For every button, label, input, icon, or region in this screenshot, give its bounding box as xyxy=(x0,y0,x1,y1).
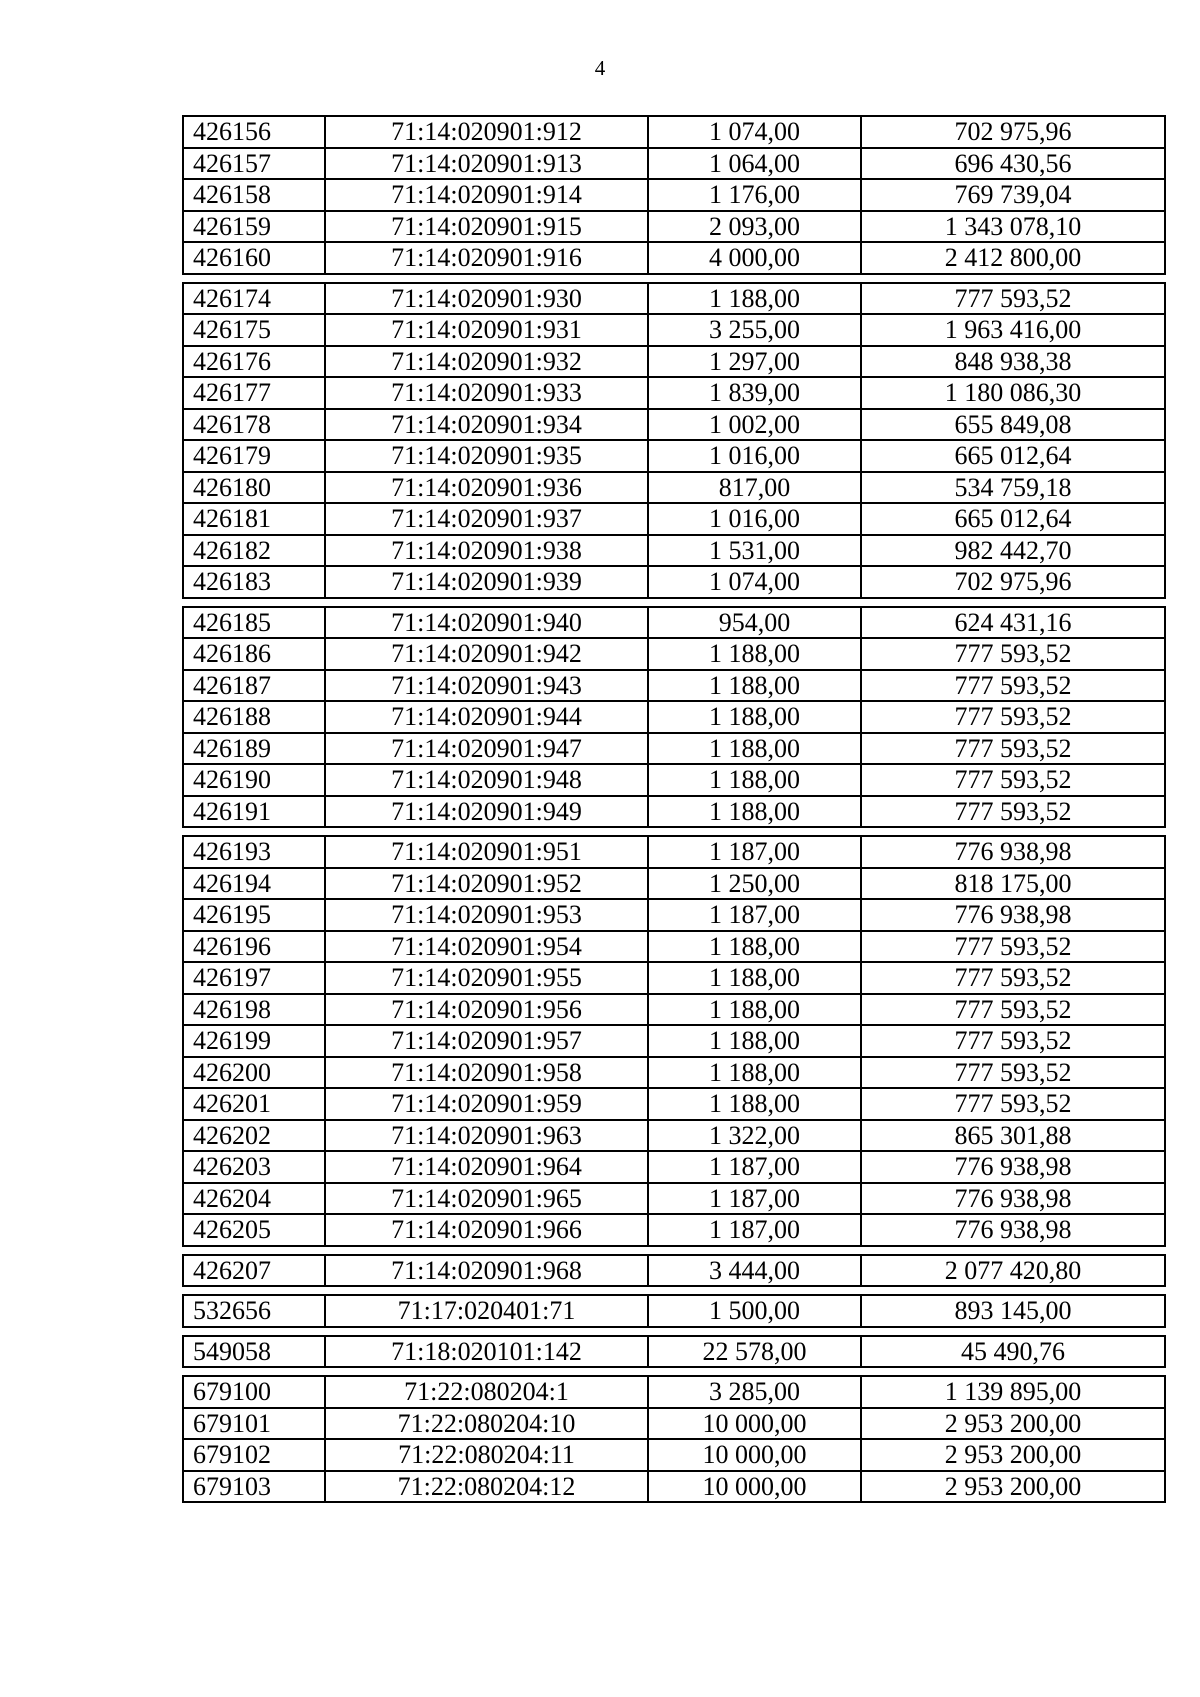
table-row xyxy=(183,566,1165,598)
table-block xyxy=(182,115,1166,275)
area-cell: 1 188,00 xyxy=(648,283,861,315)
area-cell: 3 285,00 xyxy=(648,1376,861,1408)
table-row xyxy=(183,283,1165,315)
record-number-cell: 426185 xyxy=(183,607,325,639)
cadastral-number-cell: 71:14:020901:942 xyxy=(325,638,648,670)
cadastral-value-cell: 702 975,96 xyxy=(861,116,1165,148)
cadastral-value-cell: 777 593,52 xyxy=(861,931,1165,963)
record-number-cell: 426189 xyxy=(183,733,325,765)
cadastral-number-cell: 71:14:020901:948 xyxy=(325,764,648,796)
area-cell: 1 016,00 xyxy=(648,440,861,472)
table-row xyxy=(183,638,1165,670)
record-number-cell: 426183 xyxy=(183,566,325,598)
area-cell: 1 188,00 xyxy=(648,764,861,796)
area-cell: 1 176,00 xyxy=(648,179,861,211)
table-row xyxy=(183,1255,1165,1287)
cadastral-value-cell: 776 938,98 xyxy=(861,899,1165,931)
cadastral-number-cell: 71:14:020901:935 xyxy=(325,440,648,472)
cadastral-number-cell: 71:14:020901:915 xyxy=(325,211,648,243)
table-row xyxy=(183,472,1165,504)
cadastral-value-cell: 45 490,76 xyxy=(861,1336,1165,1368)
cadastral-value-cell: 777 593,52 xyxy=(861,1057,1165,1089)
cadastral-number-cell: 71:18:020101:142 xyxy=(325,1336,648,1368)
cadastral-number-cell: 71:14:020901:957 xyxy=(325,1025,648,1057)
record-number-cell: 426159 xyxy=(183,211,325,243)
table-row xyxy=(183,1120,1165,1152)
table-row xyxy=(183,931,1165,963)
area-cell: 1 322,00 xyxy=(648,1120,861,1152)
table-row xyxy=(183,1025,1165,1057)
record-number-cell: 426200 xyxy=(183,1057,325,1089)
table-block xyxy=(182,606,1166,829)
cadastral-number-cell: 71:14:020901:940 xyxy=(325,607,648,639)
record-number-cell: 426180 xyxy=(183,472,325,504)
area-cell: 1 839,00 xyxy=(648,377,861,409)
area-cell: 22 578,00 xyxy=(648,1336,861,1368)
table-row xyxy=(183,1151,1165,1183)
cadastral-value-cell: 777 593,52 xyxy=(861,638,1165,670)
record-number-cell: 549058 xyxy=(183,1336,325,1368)
table-row xyxy=(183,1088,1165,1120)
table-row xyxy=(183,409,1165,441)
cadastral-value-cell: 1 963 416,00 xyxy=(861,314,1165,346)
cadastral-value-cell: 865 301,88 xyxy=(861,1120,1165,1152)
cadastral-number-cell: 71:14:020901:914 xyxy=(325,179,648,211)
table-row xyxy=(183,607,1165,639)
table-block xyxy=(182,1254,1166,1288)
cadastral-value-cell: 848 938,38 xyxy=(861,346,1165,378)
area-cell: 10 000,00 xyxy=(648,1471,861,1503)
area-cell: 817,00 xyxy=(648,472,861,504)
record-number-cell: 426181 xyxy=(183,503,325,535)
cadastral-number-cell: 71:14:020901:965 xyxy=(325,1183,648,1215)
cadastral-value-cell: 2 077 420,80 xyxy=(861,1255,1165,1287)
table-row xyxy=(183,1214,1165,1246)
cadastral-value-cell: 702 975,96 xyxy=(861,566,1165,598)
table-row xyxy=(183,242,1165,274)
area-cell: 1 531,00 xyxy=(648,535,861,567)
cadastral-number-cell: 71:14:020901:913 xyxy=(325,148,648,180)
cadastral-number-cell: 71:22:080204:12 xyxy=(325,1471,648,1503)
cadastral-number-cell: 71:14:020901:955 xyxy=(325,962,648,994)
cadastral-value-cell: 1 343 078,10 xyxy=(861,211,1165,243)
cadastral-value-cell: 777 593,52 xyxy=(861,1088,1165,1120)
table-block xyxy=(182,282,1166,599)
cadastral-number-cell: 71:14:020901:952 xyxy=(325,868,648,900)
cadastral-number-cell: 71:14:020901:936 xyxy=(325,472,648,504)
area-cell: 1 188,00 xyxy=(648,701,861,733)
cadastral-value-cell: 777 593,52 xyxy=(861,1025,1165,1057)
cadastral-number-cell: 71:14:020901:939 xyxy=(325,566,648,598)
cadastral-number-cell: 71:14:020901:912 xyxy=(325,116,648,148)
cadastral-number-cell: 71:14:020901:943 xyxy=(325,670,648,702)
area-cell: 1 188,00 xyxy=(648,733,861,765)
table-block xyxy=(182,1375,1166,1503)
table-row xyxy=(183,1057,1165,1089)
record-number-cell: 426197 xyxy=(183,962,325,994)
table-row xyxy=(183,796,1165,828)
table-row xyxy=(183,1471,1165,1503)
record-number-cell: 679103 xyxy=(183,1471,325,1503)
table-row xyxy=(183,314,1165,346)
cadastral-value-cell: 777 593,52 xyxy=(861,994,1165,1026)
record-number-cell: 426203 xyxy=(183,1151,325,1183)
record-number-cell: 426202 xyxy=(183,1120,325,1152)
record-number-cell: 426157 xyxy=(183,148,325,180)
area-cell: 1 188,00 xyxy=(648,796,861,828)
cadastral-number-cell: 71:22:080204:1 xyxy=(325,1376,648,1408)
area-cell: 1 188,00 xyxy=(648,1057,861,1089)
area-cell: 1 188,00 xyxy=(648,670,861,702)
cadastral-number-cell: 71:14:020901:964 xyxy=(325,1151,648,1183)
cadastral-value-cell: 534 759,18 xyxy=(861,472,1165,504)
area-cell: 954,00 xyxy=(648,607,861,639)
record-number-cell: 426198 xyxy=(183,994,325,1026)
table-row xyxy=(183,211,1165,243)
cadastral-number-cell: 71:22:080204:11 xyxy=(325,1439,648,1471)
cadastral-value-cell: 655 849,08 xyxy=(861,409,1165,441)
cadastral-number-cell: 71:14:020901:916 xyxy=(325,242,648,274)
cadastral-value-cell: 2 953 200,00 xyxy=(861,1471,1165,1503)
cadastral-number-cell: 71:14:020901:931 xyxy=(325,314,648,346)
cadastral-value-cell: 777 593,52 xyxy=(861,764,1165,796)
table-row xyxy=(183,764,1165,796)
area-cell: 2 093,00 xyxy=(648,211,861,243)
land-plots-tables xyxy=(182,115,1166,1510)
cadastral-number-cell: 71:14:020901:930 xyxy=(325,283,648,315)
cadastral-value-cell: 769 739,04 xyxy=(861,179,1165,211)
record-number-cell: 426182 xyxy=(183,535,325,567)
area-cell: 3 444,00 xyxy=(648,1255,861,1287)
record-number-cell: 426188 xyxy=(183,701,325,733)
cadastral-value-cell: 776 938,98 xyxy=(861,1183,1165,1215)
table-block xyxy=(182,835,1166,1247)
table-row xyxy=(183,899,1165,931)
area-cell: 1 250,00 xyxy=(648,868,861,900)
table-row xyxy=(183,701,1165,733)
table-row xyxy=(183,1295,1165,1327)
table-row xyxy=(183,962,1165,994)
record-number-cell: 426160 xyxy=(183,242,325,274)
table-row xyxy=(183,440,1165,472)
cadastral-number-cell: 71:14:020901:966 xyxy=(325,1214,648,1246)
table-row xyxy=(183,670,1165,702)
area-cell: 1 187,00 xyxy=(648,836,861,868)
record-number-cell: 426204 xyxy=(183,1183,325,1215)
record-number-cell: 426190 xyxy=(183,764,325,796)
cadastral-number-cell: 71:14:020901:944 xyxy=(325,701,648,733)
area-cell: 1 297,00 xyxy=(648,346,861,378)
cadastral-value-cell: 777 593,52 xyxy=(861,796,1165,828)
area-cell: 1 188,00 xyxy=(648,962,861,994)
record-number-cell: 426207 xyxy=(183,1255,325,1287)
area-cell: 1 187,00 xyxy=(648,1183,861,1215)
table-row xyxy=(183,994,1165,1026)
cadastral-value-cell: 893 145,00 xyxy=(861,1295,1165,1327)
table-row xyxy=(183,836,1165,868)
cadastral-number-cell: 71:14:020901:958 xyxy=(325,1057,648,1089)
cadastral-value-cell: 818 175,00 xyxy=(861,868,1165,900)
table-row xyxy=(183,1376,1165,1408)
cadastral-number-cell: 71:22:080204:10 xyxy=(325,1408,648,1440)
record-number-cell: 426177 xyxy=(183,377,325,409)
cadastral-value-cell: 777 593,52 xyxy=(861,670,1165,702)
area-cell: 1 002,00 xyxy=(648,409,861,441)
area-cell: 10 000,00 xyxy=(648,1408,861,1440)
cadastral-number-cell: 71:14:020901:968 xyxy=(325,1255,648,1287)
record-number-cell: 426179 xyxy=(183,440,325,472)
table-row xyxy=(183,1439,1165,1471)
record-number-cell: 679101 xyxy=(183,1408,325,1440)
cadastral-value-cell: 777 593,52 xyxy=(861,701,1165,733)
record-number-cell: 679100 xyxy=(183,1376,325,1408)
area-cell: 10 000,00 xyxy=(648,1439,861,1471)
record-number-cell: 679102 xyxy=(183,1439,325,1471)
area-cell: 1 188,00 xyxy=(648,1088,861,1120)
cadastral-number-cell: 71:14:020901:956 xyxy=(325,994,648,1026)
cadastral-value-cell: 777 593,52 xyxy=(861,733,1165,765)
table-row xyxy=(183,179,1165,211)
cadastral-value-cell: 776 938,98 xyxy=(861,1214,1165,1246)
cadastral-value-cell: 776 938,98 xyxy=(861,1151,1165,1183)
cadastral-value-cell: 665 012,64 xyxy=(861,503,1165,535)
cadastral-value-cell: 696 430,56 xyxy=(861,148,1165,180)
area-cell: 4 000,00 xyxy=(648,242,861,274)
cadastral-number-cell: 71:14:020901:953 xyxy=(325,899,648,931)
table-block xyxy=(182,1294,1166,1328)
cadastral-number-cell: 71:17:020401:71 xyxy=(325,1295,648,1327)
cadastral-number-cell: 71:14:020901:934 xyxy=(325,409,648,441)
table-block xyxy=(182,1335,1166,1369)
cadastral-value-cell: 982 442,70 xyxy=(861,535,1165,567)
record-number-cell: 426186 xyxy=(183,638,325,670)
record-number-cell: 426205 xyxy=(183,1214,325,1246)
page-number: 4 xyxy=(594,56,606,80)
table-row xyxy=(183,116,1165,148)
table-row xyxy=(183,377,1165,409)
cadastral-value-cell: 665 012,64 xyxy=(861,440,1165,472)
cadastral-value-cell: 777 593,52 xyxy=(861,283,1165,315)
cadastral-number-cell: 71:14:020901:933 xyxy=(325,377,648,409)
record-number-cell: 532656 xyxy=(183,1295,325,1327)
cadastral-number-cell: 71:14:020901:937 xyxy=(325,503,648,535)
cadastral-number-cell: 71:14:020901:932 xyxy=(325,346,648,378)
record-number-cell: 426178 xyxy=(183,409,325,441)
area-cell: 1 188,00 xyxy=(648,994,861,1026)
table-row xyxy=(183,503,1165,535)
area-cell: 1 188,00 xyxy=(648,638,861,670)
cadastral-number-cell: 71:14:020901:963 xyxy=(325,1120,648,1152)
cadastral-value-cell: 2 953 200,00 xyxy=(861,1408,1165,1440)
cadastral-value-cell: 2 412 800,00 xyxy=(861,242,1165,274)
cadastral-number-cell: 71:14:020901:951 xyxy=(325,836,648,868)
area-cell: 1 074,00 xyxy=(648,566,861,598)
cadastral-number-cell: 71:14:020901:954 xyxy=(325,931,648,963)
record-number-cell: 426156 xyxy=(183,116,325,148)
table-row xyxy=(183,148,1165,180)
table-row xyxy=(183,1183,1165,1215)
table-row xyxy=(183,535,1165,567)
area-cell: 3 255,00 xyxy=(648,314,861,346)
area-cell: 1 187,00 xyxy=(648,1151,861,1183)
area-cell: 1 188,00 xyxy=(648,931,861,963)
cadastral-value-cell: 1 180 086,30 xyxy=(861,377,1165,409)
cadastral-value-cell: 1 139 895,00 xyxy=(861,1376,1165,1408)
cadastral-number-cell: 71:14:020901:959 xyxy=(325,1088,648,1120)
area-cell: 1 074,00 xyxy=(648,116,861,148)
record-number-cell: 426174 xyxy=(183,283,325,315)
record-number-cell: 426199 xyxy=(183,1025,325,1057)
cadastral-value-cell: 777 593,52 xyxy=(861,962,1165,994)
cadastral-value-cell: 624 431,16 xyxy=(861,607,1165,639)
area-cell: 1 187,00 xyxy=(648,899,861,931)
area-cell: 1 188,00 xyxy=(648,1025,861,1057)
table-row xyxy=(183,1408,1165,1440)
record-number-cell: 426191 xyxy=(183,796,325,828)
record-number-cell: 426187 xyxy=(183,670,325,702)
record-number-cell: 426176 xyxy=(183,346,325,378)
table-row xyxy=(183,733,1165,765)
cadastral-value-cell: 776 938,98 xyxy=(861,836,1165,868)
area-cell: 1 016,00 xyxy=(648,503,861,535)
area-cell: 1 500,00 xyxy=(648,1295,861,1327)
cadastral-number-cell: 71:14:020901:947 xyxy=(325,733,648,765)
table-row xyxy=(183,1336,1165,1368)
area-cell: 1 064,00 xyxy=(648,148,861,180)
area-cell: 1 187,00 xyxy=(648,1214,861,1246)
record-number-cell: 426196 xyxy=(183,931,325,963)
table-row xyxy=(183,346,1165,378)
record-number-cell: 426201 xyxy=(183,1088,325,1120)
cadastral-value-cell: 2 953 200,00 xyxy=(861,1439,1165,1471)
cadastral-number-cell: 71:14:020901:938 xyxy=(325,535,648,567)
record-number-cell: 426194 xyxy=(183,868,325,900)
record-number-cell: 426175 xyxy=(183,314,325,346)
cadastral-number-cell: 71:14:020901:949 xyxy=(325,796,648,828)
record-number-cell: 426195 xyxy=(183,899,325,931)
record-number-cell: 426193 xyxy=(183,836,325,868)
table-row xyxy=(183,868,1165,900)
record-number-cell: 426158 xyxy=(183,179,325,211)
